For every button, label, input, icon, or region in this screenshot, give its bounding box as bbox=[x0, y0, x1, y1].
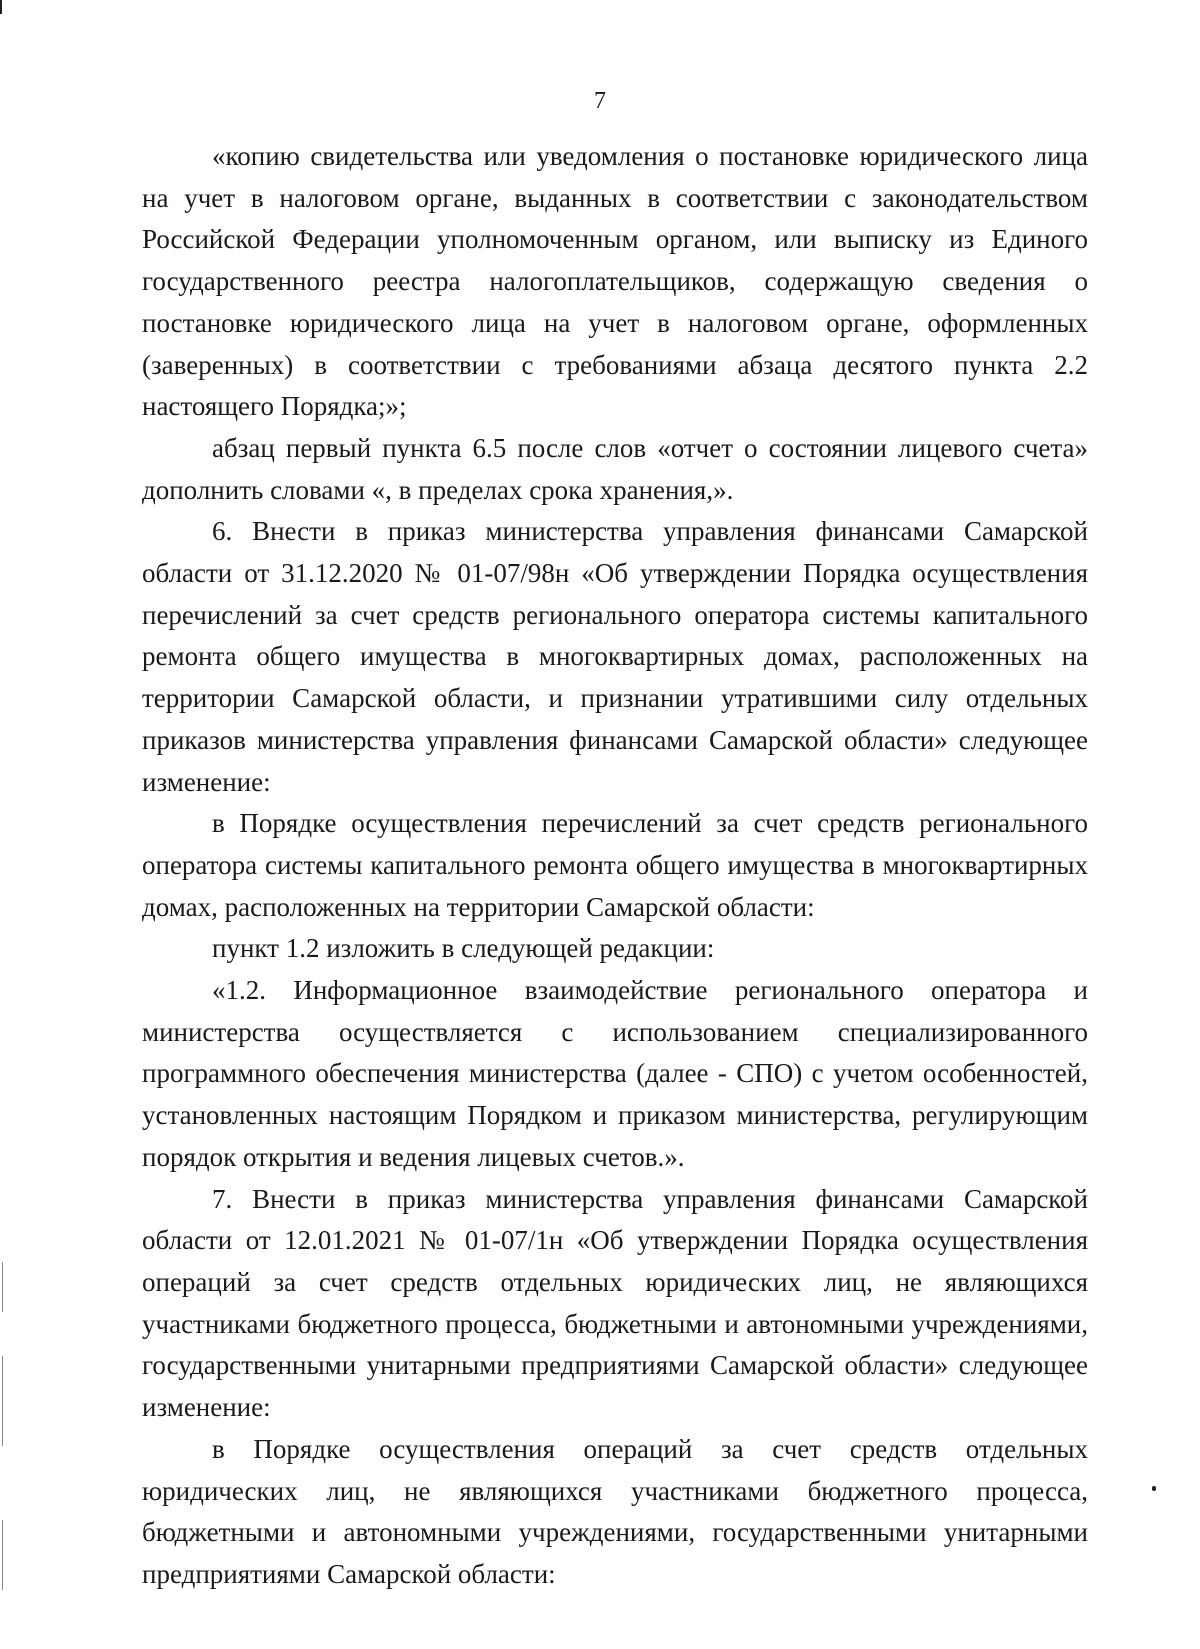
document-body bbox=[142, 136, 1088, 1596]
paragraph-item-1-2-intro: пункт 1.2 изложить в следующей редакции: bbox=[212, 933, 715, 964]
page-number: 7 bbox=[594, 88, 606, 114]
paragraph-section-7-order-amendment: 7. Внести в приказ министерства управления финансами Самарской области от 12.01.2021 № 01-07/1н «Об утверждении Порядка осуществления операций за счет средств отдельных юридических лиц, не являющихся участниками бюджетного процесса, бюджетными и автономными учреждениями, государственными унитарными предприятиями Самарской области» следующее изменение: bbox=[142, 1183, 1088, 1423]
scan-artifact-line bbox=[2, 1520, 3, 1590]
paragraph-item-1-2-text: «1.2. Информационное взаимодействие регионального оператора и министерства осуществляется с использованием специализированного программного обеспечения министерства (далее - СПО) с учетом особенностей, установленных настоящим Порядком и приказом министерства, регулирующим порядок открытия и ведения лицевых счетов.». bbox=[142, 975, 1088, 1172]
scan-artifact-dot bbox=[1152, 1486, 1156, 1491]
paragraph-operations-procedure: в Порядке осуществления операций за счет средств отдельных юридических лиц, не являющихся участниками бюджетного процесса, бюджетными и автономными учреждениями, государственными унитарными предприятиями Самарской области: bbox=[142, 1433, 1088, 1589]
paragraph-transfer-procedure: в Порядке осуществления перечислений за счет средств регионального оператора системы капитального ремонта общего имущества в многоквартирных домах, расположенных на территории Самарской области: bbox=[142, 808, 1088, 922]
scan-artifact-line bbox=[2, 1356, 3, 1446]
paragraph-section-6-order-amendment: 6. Внести в приказ министерства управления финансами Самарской области от 31.12.2020 № 01-07/98н «Об утверждении Порядка осуществления перечислений за счет средств регионального оператора системы капитального ремонта общего имущества в многоквартирных домах, расположенных на территории Самарской области, и признании утратившими силу отдельных приказов министерства управления финансами Самарской области» следующее изменение: bbox=[142, 516, 1088, 797]
scan-artifact-line bbox=[2, 1262, 3, 1312]
paragraph-item-6-5-amendment: абзац первый пункта 6.5 после слов «отчет о состоянии лицевого счета» дополнить словами «, в пределах срока хранения,». bbox=[142, 432, 1088, 505]
paragraph-tax-registration-copy: «копию свидетельства или уведомления о постановке юридического лица на учет в налоговом органе, выданных в соответствии с законодательством Российской Федерации уполномоченным органом, или выписку из Единого государственного реестра налогоплательщиков, содержащую сведения о постановке юридического лица на учет в налоговом органе, оформленных (заверенных) в соответствии с требованиями абзаца десятого пункта 2.2 настоящего Порядка;»; bbox=[142, 141, 1088, 422]
scan-artifact-mark bbox=[0, 0, 2, 14]
